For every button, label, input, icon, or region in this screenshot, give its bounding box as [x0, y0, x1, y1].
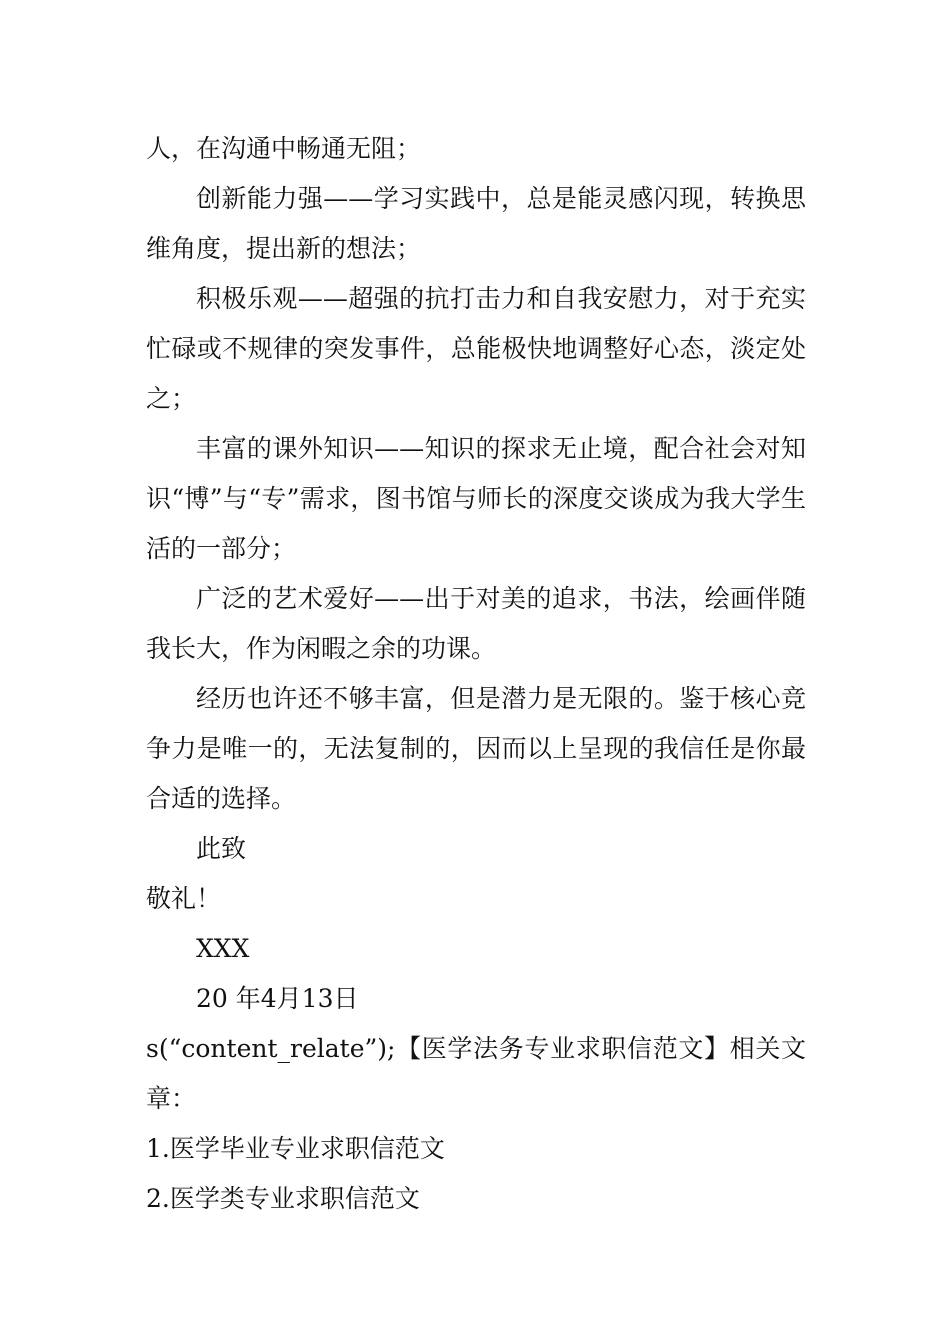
paragraph-knowledge: 丰富的课外知识——知识的探求无止境，配合社会对知识“博”与“专”需求，图书馆与师长的深度交谈成为我大学生活的一部分； [146, 434, 806, 563]
related-article-link-2[interactable]: 2.医学类专业求职信范文 [146, 1184, 420, 1213]
signature-name: XXX [196, 934, 250, 963]
paragraph-communication-end: 人，在沟通中畅通无阻； [146, 134, 422, 163]
paragraph-innovation: 创新能力强——学习实践中，总是能灵感闪现，转换思维角度，提出新的想法； [146, 184, 806, 263]
paragraph-optimism: 积极乐观——超强的抗打击力和自我安慰力，对于充实忙碌或不规律的突发事件，总能极快地调整好心态，淡定处之； [146, 284, 806, 413]
closing-salutation: 此致 [196, 834, 247, 863]
paragraph-potential: 经历也许还不够丰富，但是潜力是无限的。鉴于核心竞争力是唯一的，无法复制的，因而以上呈现的我信任是你最合适的选择。 [146, 684, 806, 813]
related-article-link-1[interactable]: 1.医学毕业专业求职信范文 [146, 1134, 445, 1163]
paragraph-art-hobbies: 广泛的艺术爱好——出于对美的追求，书法，绘画伴随我长大，作为闲暇之余的功课。 [146, 584, 806, 663]
closing-regards: 敬礼！ [146, 884, 222, 913]
related-articles-heading: s(“content_relate”);【医学法务专业求职信范文】相关文章： [146, 1034, 806, 1113]
document-body [146, 124, 806, 1224]
signature-date: 20 年4月13日 [196, 984, 359, 1013]
